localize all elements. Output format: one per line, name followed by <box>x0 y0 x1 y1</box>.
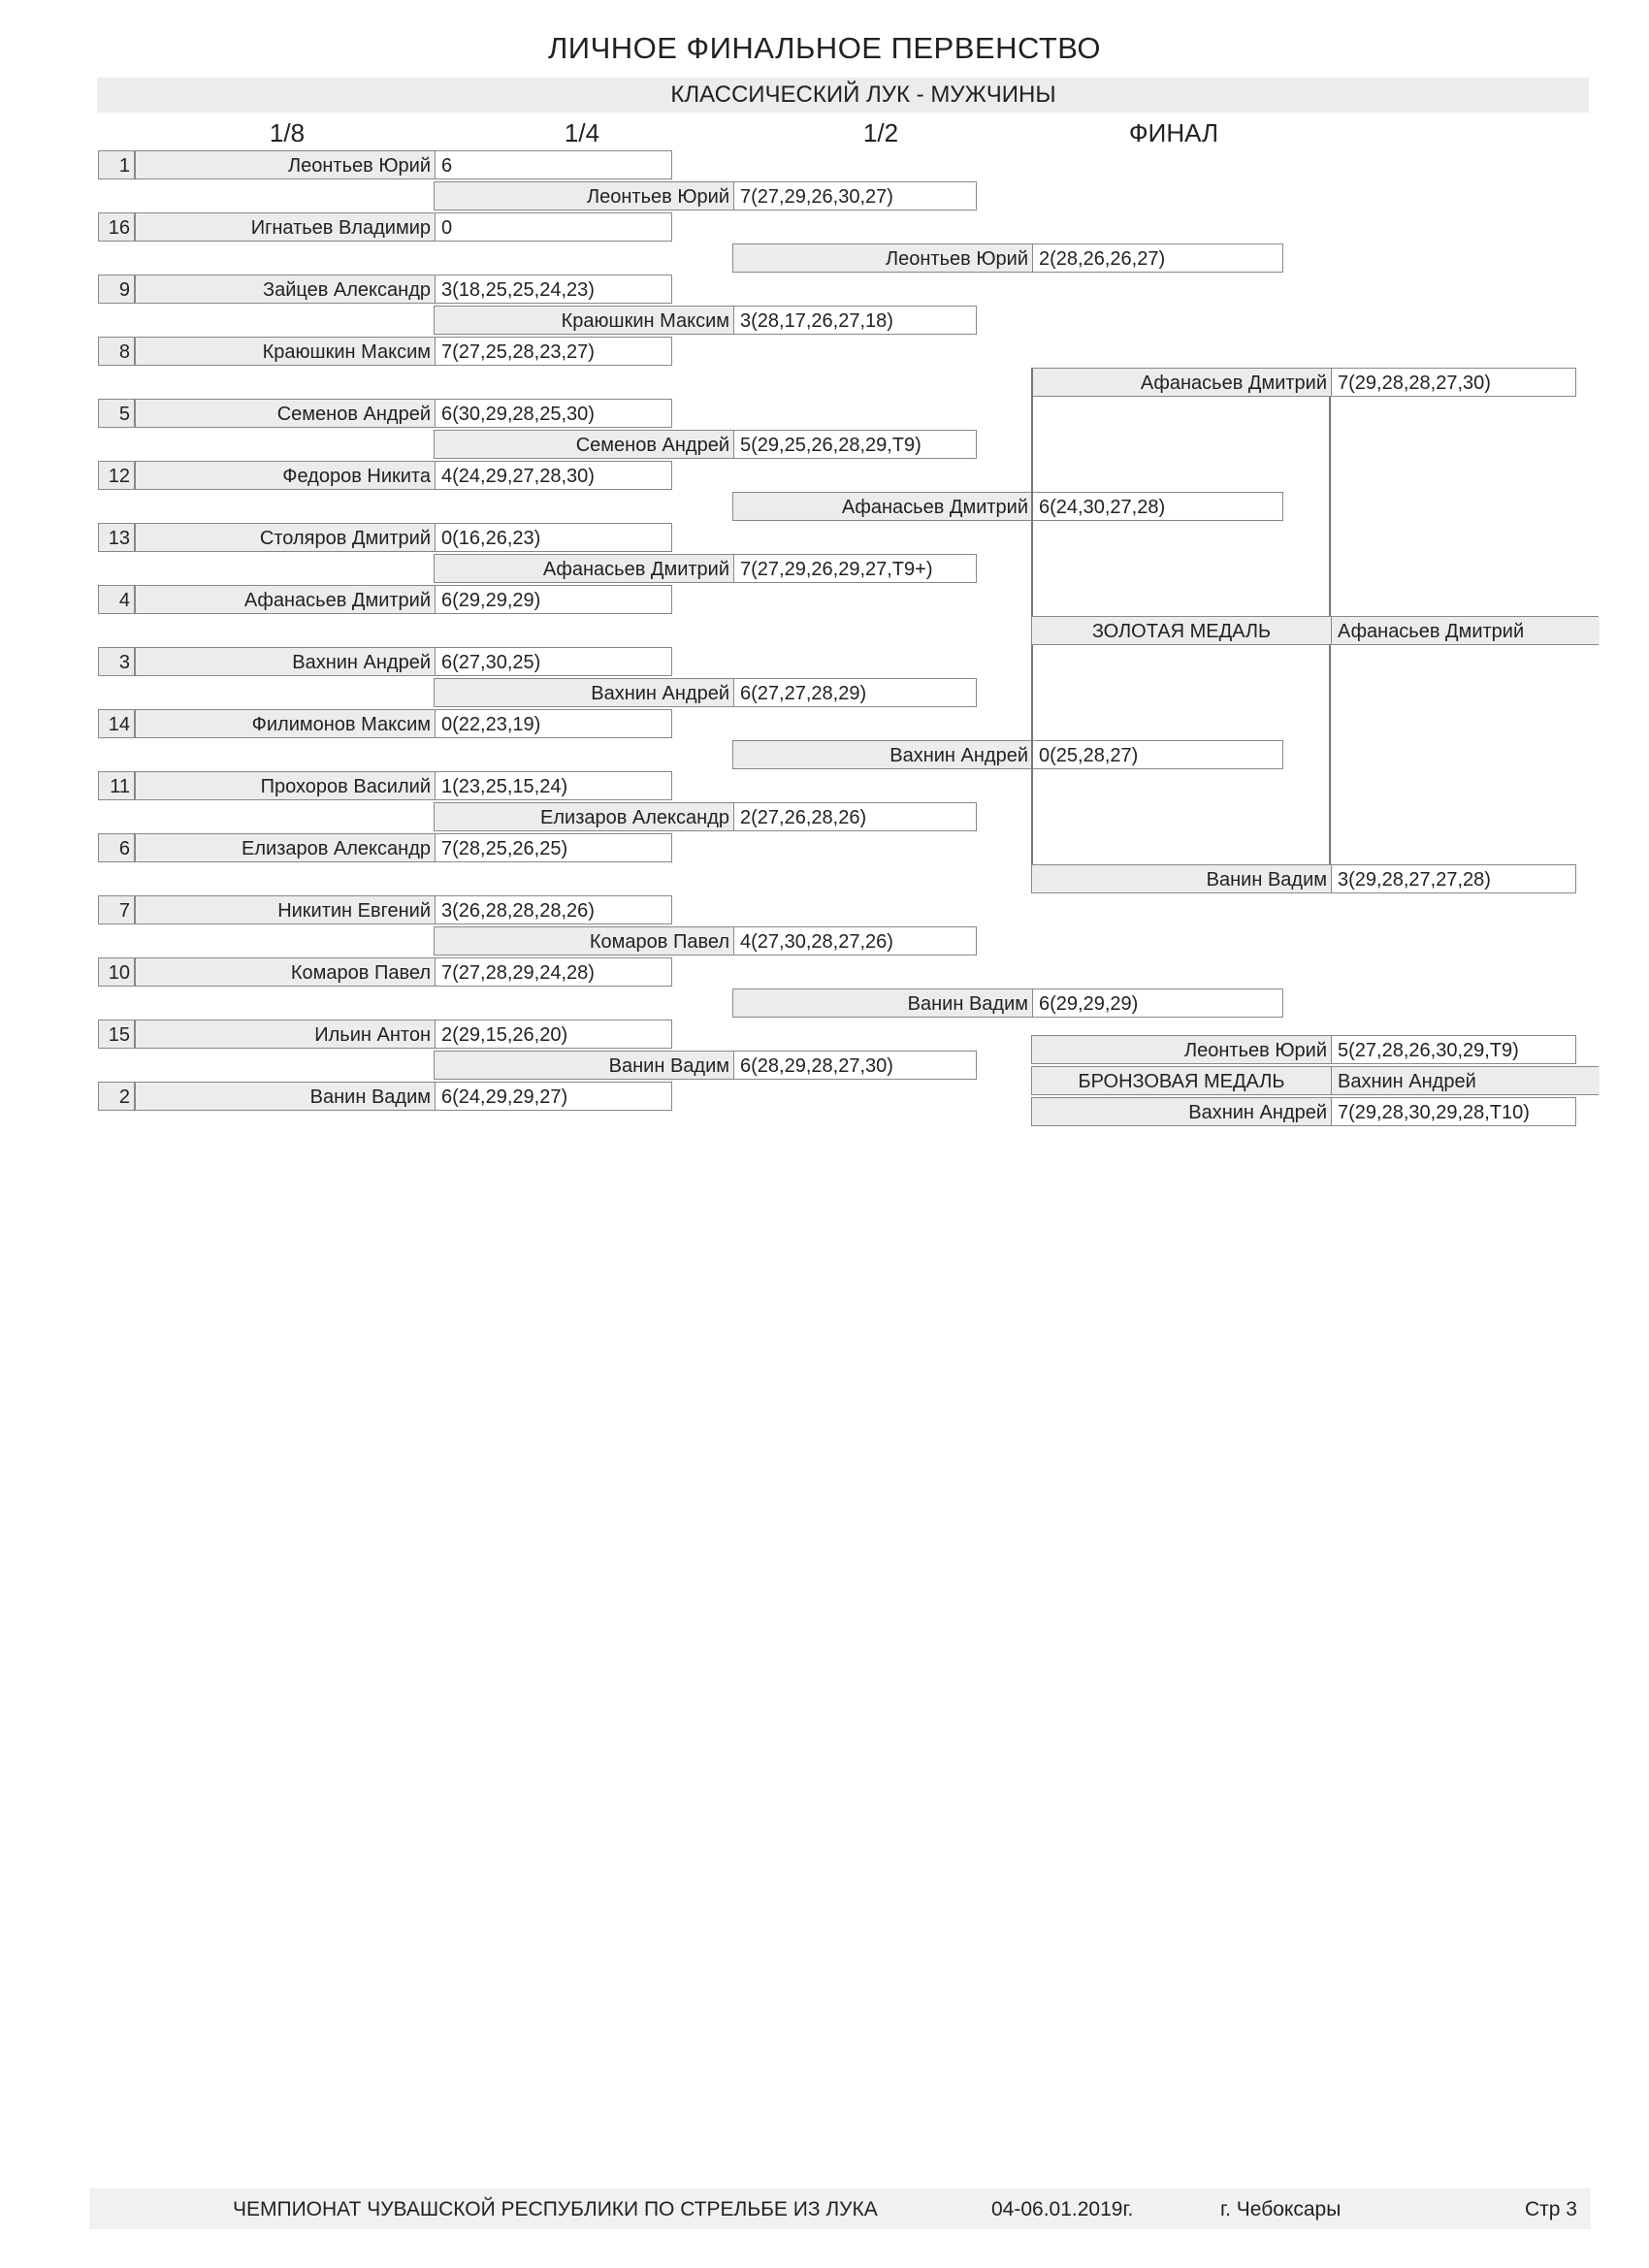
r16-entry-score: 6(24,29,29,27) <box>435 1083 673 1110</box>
r16-entry-score: 0(16,26,23) <box>435 524 673 551</box>
bronze-match-entry-score: 7(29,28,30,29,28,T10) <box>1331 1098 1577 1125</box>
r16-entry <box>135 337 672 366</box>
qf-entry-name: Елизаров Александр <box>435 803 733 830</box>
r16-entry-name: Прохоров Василий <box>136 772 435 799</box>
seed-number: 12 <box>98 461 135 490</box>
r16-entry-score: 6(27,30,25) <box>435 648 673 675</box>
r16-entry <box>135 1082 672 1111</box>
seed-number: 4 <box>98 585 135 614</box>
sf-entry-name: Ванин Вадим <box>733 989 1032 1017</box>
final-entry-score: 7(29,28,28,27,30) <box>1331 369 1577 396</box>
qf-entry-name: Афанасьев Дмитрий <box>435 555 733 582</box>
bronze-medal <box>1031 1066 1599 1095</box>
r16-entry-name: Зайцев Александр <box>136 275 435 303</box>
r16-entry-score: 0(22,23,19) <box>435 710 673 737</box>
round-header-1-8: 1/8 <box>269 118 306 147</box>
bronze-medal-score: Вахнин Андрей <box>1331 1067 1600 1094</box>
r16-entry <box>135 150 672 179</box>
bronze-match-entry <box>1031 1097 1576 1126</box>
qf-entry-name: Ванин Вадим <box>435 1052 733 1079</box>
sf-entry-name: Леонтьев Юрий <box>733 244 1032 272</box>
sf-entry <box>732 988 1283 1018</box>
seed-number: 8 <box>98 337 135 366</box>
r16-entry-name: Игнатьев Владимир <box>136 213 435 241</box>
sf-entry-score: 0(25,28,27) <box>1032 741 1284 768</box>
seed-number: 3 <box>98 647 135 676</box>
qf-entry-score: 6(27,27,28,29) <box>733 679 978 706</box>
seed-number: 11 <box>98 771 135 800</box>
bronze-medal-name: БРОНЗОВАЯ МЕДАЛЬ <box>1032 1067 1331 1094</box>
round-header-final: ФИНАЛ <box>1128 118 1219 147</box>
qf-entry <box>434 554 977 583</box>
r16-entry <box>135 461 672 490</box>
qf-entry-score: 7(27,29,26,29,27,T9+) <box>733 555 978 582</box>
r16-entry-name: Афанасьев Дмитрий <box>136 586 435 613</box>
footer-event: ЧЕМПИОНАТ ЧУВАШСКОЙ РЕСПУБЛИКИ ПО СТРЕЛЬБЕ ИЗ ЛУКА <box>233 2198 878 2220</box>
r16-entry-score: 1(23,25,15,24) <box>435 772 673 799</box>
r16-entry-score: 3(18,25,25,24,23) <box>435 275 673 303</box>
qf-entry-name: Вахнин Андрей <box>435 679 733 706</box>
qf-entry-score: 4(27,30,28,27,26) <box>733 927 978 955</box>
r16-entry-name: Комаров Павел <box>136 958 435 986</box>
sf-entry-score: 6(24,30,27,28) <box>1032 493 1284 520</box>
r16-entry-name: Вахнин Андрей <box>136 648 435 675</box>
seed-number: 5 <box>98 399 135 428</box>
seed-number: 10 <box>98 957 135 987</box>
bronze-match-entry-name: Леонтьев Юрий <box>1032 1036 1331 1063</box>
seed-number: 6 <box>98 833 135 862</box>
page-subtitle: КЛАССИЧЕСКИЙ ЛУК - МУЖЧИНЫ <box>670 81 1056 108</box>
sf-entry-score: 2(28,26,26,27) <box>1032 244 1284 272</box>
sf-entry-name: Афанасьев Дмитрий <box>733 493 1032 520</box>
qf-entry <box>434 1051 977 1080</box>
final-entry-name: Ванин Вадим <box>1032 865 1331 892</box>
final-entry <box>1031 368 1576 397</box>
qf-entry-score: 6(28,29,28,27,30) <box>733 1052 978 1079</box>
r16-entry <box>135 833 672 862</box>
r16-entry-name: Леонтьев Юрий <box>136 151 435 178</box>
qf-entry-name: Краюшкин Максим <box>435 307 733 334</box>
r16-entry <box>135 585 672 614</box>
r16-entry-score: 6 <box>435 151 673 178</box>
r16-entry-name: Столяров Дмитрий <box>136 524 435 551</box>
sf-entry <box>732 740 1283 769</box>
qf-entry <box>434 181 977 211</box>
r16-entry-score: 7(28,25,26,25) <box>435 834 673 861</box>
r16-entry-score: 6(29,29,29) <box>435 586 673 613</box>
footer-city: г. Чебоксары <box>1220 2198 1342 2220</box>
seed-number: 2 <box>98 1082 135 1111</box>
r16-entry-score: 6(30,29,28,25,30) <box>435 400 673 427</box>
qf-entry-score: 5(29,25,26,28,29,T9) <box>733 431 978 458</box>
r16-entry-name: Ванин Вадим <box>136 1083 435 1110</box>
r16-entry-name: Федоров Никита <box>136 462 435 489</box>
qf-entry-score: 7(27,29,26,30,27) <box>733 182 978 210</box>
seed-number: 13 <box>98 523 135 552</box>
r16-entry-score: 4(24,29,27,28,30) <box>435 462 673 489</box>
seed-number: 16 <box>98 212 135 242</box>
r16-entry <box>135 523 672 552</box>
sf-entry <box>732 492 1283 521</box>
qf-entry-name: Комаров Павел <box>435 927 733 955</box>
r16-entry <box>135 709 672 738</box>
qf-entry-score: 3(28,17,26,27,18) <box>733 307 978 334</box>
r16-entry-score: 7(27,25,28,23,27) <box>435 338 673 365</box>
final-entry <box>1031 864 1576 893</box>
r16-entry-name: Ильин Антон <box>136 1021 435 1048</box>
final-entry-name: Афанасьев Дмитрий <box>1032 369 1331 396</box>
footer-page: Стр 3 <box>1525 2198 1577 2220</box>
sf-entry-name: Вахнин Андрей <box>733 741 1032 768</box>
final-entry-score: 3(29,28,27,27,28) <box>1331 865 1577 892</box>
r16-entry-name: Семенов Андрей <box>136 400 435 427</box>
r16-entry <box>135 957 672 987</box>
qf-entry-name: Семенов Андрей <box>435 431 733 458</box>
gold-medal-name: ЗОЛОТАЯ МЕДАЛЬ <box>1032 617 1331 644</box>
r16-entry <box>135 647 672 676</box>
seed-number: 9 <box>98 275 135 304</box>
r16-entry-score: 2(29,15,26,20) <box>435 1021 673 1048</box>
sf-entry <box>732 243 1283 273</box>
gold-medal-score: Афанасьев Дмитрий <box>1331 617 1600 644</box>
bronze-match-entry-score: 5(27,28,26,30,29,T9) <box>1331 1036 1577 1063</box>
r16-entry-name: Никитин Евгений <box>136 896 435 923</box>
r16-entry <box>135 212 672 242</box>
r16-entry <box>135 1020 672 1049</box>
qf-entry-name: Леонтьев Юрий <box>435 182 733 210</box>
r16-entry-name: Краюшкин Максим <box>136 338 435 365</box>
r16-entry <box>135 895 672 924</box>
seed-number: 7 <box>98 895 135 924</box>
seed-number: 14 <box>98 709 135 738</box>
page-title: ЛИЧНОЕ ФИНАЛЬНОЕ ПЕРВЕНСТВО <box>547 31 1102 65</box>
bronze-match-entry-name: Вахнин Андрей <box>1032 1098 1331 1125</box>
sf-entry-score: 6(29,29,29) <box>1032 989 1284 1017</box>
seed-number: 15 <box>98 1020 135 1049</box>
round-header-1-2: 1/2 <box>862 118 899 147</box>
r16-entry-name: Филимонов Максим <box>136 710 435 737</box>
qf-entry <box>434 306 977 335</box>
gold-medal <box>1031 616 1599 645</box>
r16-entry-score: 7(27,28,29,24,28) <box>435 958 673 986</box>
qf-entry <box>434 678 977 707</box>
footer-dates: 04-06.01.2019г. <box>991 2198 1134 2220</box>
r16-entry-score: 0 <box>435 213 673 241</box>
seed-number: 1 <box>98 150 135 179</box>
round-header-1-4: 1/4 <box>564 118 600 147</box>
qf-entry <box>434 926 977 956</box>
r16-entry <box>135 771 672 800</box>
qf-entry <box>434 802 977 831</box>
r16-entry-score: 3(26,28,28,28,26) <box>435 896 673 923</box>
qf-entry <box>434 430 977 459</box>
qf-entry-score: 2(27,26,28,26) <box>733 803 978 830</box>
r16-entry <box>135 399 672 428</box>
r16-entry <box>135 275 672 304</box>
bronze-match-entry <box>1031 1035 1576 1064</box>
r16-entry-name: Елизаров Александр <box>136 834 435 861</box>
